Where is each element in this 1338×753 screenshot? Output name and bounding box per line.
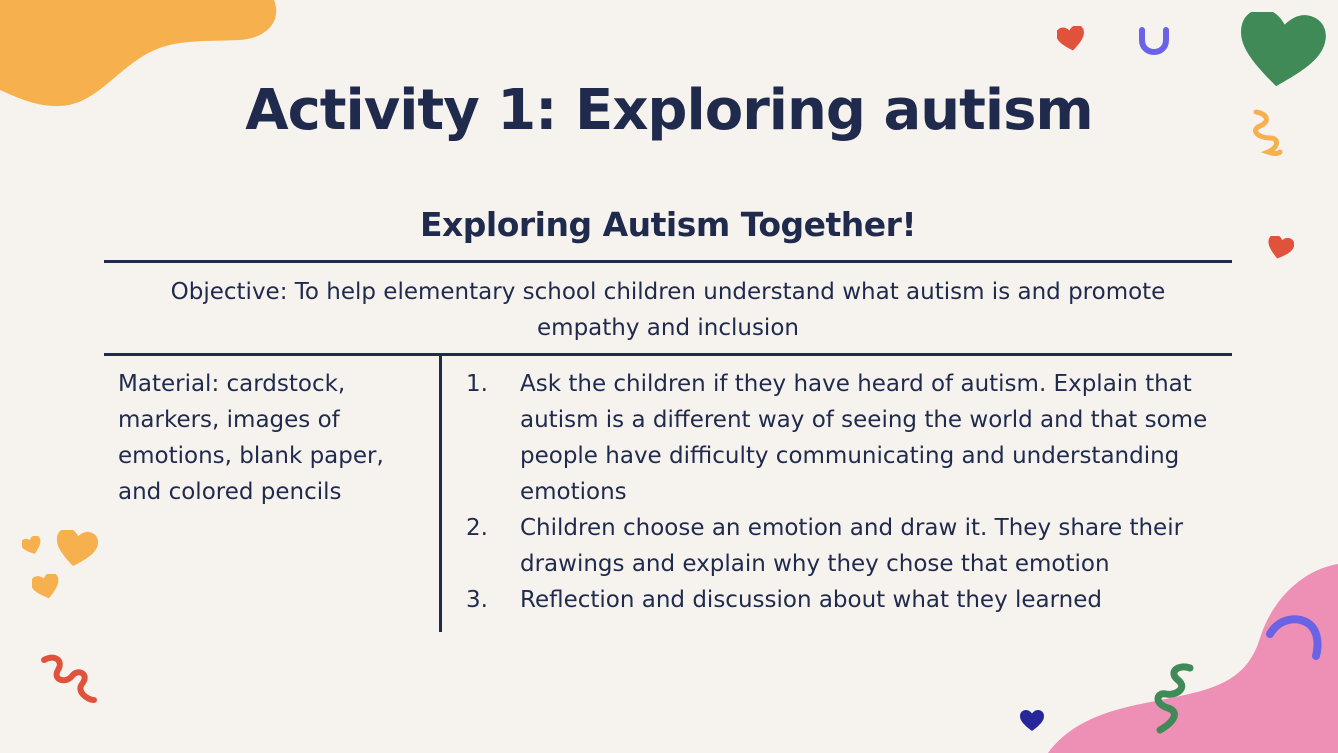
objective-text: Objective: To help elementary school children understand what autism is and promote empathy and inclusion (170, 279, 1166, 341)
heart-icon-orange-small (22, 536, 42, 556)
heart-icon-navy (1020, 710, 1044, 732)
u-shape-icon-purple (1136, 26, 1172, 56)
list-item (466, 366, 1226, 510)
material-text: Material: cardstock, markers, images of emotions, blank paper, and colored pencils (118, 371, 384, 505)
table-column-divider (439, 356, 442, 632)
table-middle-divider (104, 353, 1232, 356)
heart-icon-red-small (1266, 236, 1294, 260)
table-top-divider (104, 260, 1232, 263)
step-text: Ask the children if they have heard of autism. Explain that autism is a different way of seeing the world and that some people have difficulty communicating and understanding emotions (520, 371, 1208, 505)
step-number: 1. (466, 371, 488, 397)
list-item (466, 582, 1226, 618)
step-number: 2. (466, 515, 488, 541)
steps-list (466, 366, 1226, 618)
slide-title: Activity 1: Exploring autism (245, 78, 1093, 143)
step-text: Children choose an emotion and draw it. They share their drawings and explain why they chose that emotion (520, 515, 1184, 577)
arc-icon-purple (1264, 610, 1326, 664)
step-number: 3. (466, 587, 488, 613)
list-item (466, 510, 1226, 582)
heart-icon-orange-lower (32, 574, 60, 600)
heart-icon-orange-medium (54, 530, 98, 568)
squiggle-icon-red (38, 652, 100, 708)
squiggle-icon-green (1148, 662, 1204, 736)
heart-icon-red-top (1057, 26, 1085, 52)
activity-subtitle: Exploring Autism Together! (419, 205, 917, 244)
step-text: Reflection and discussion about what they learned (520, 587, 1103, 613)
